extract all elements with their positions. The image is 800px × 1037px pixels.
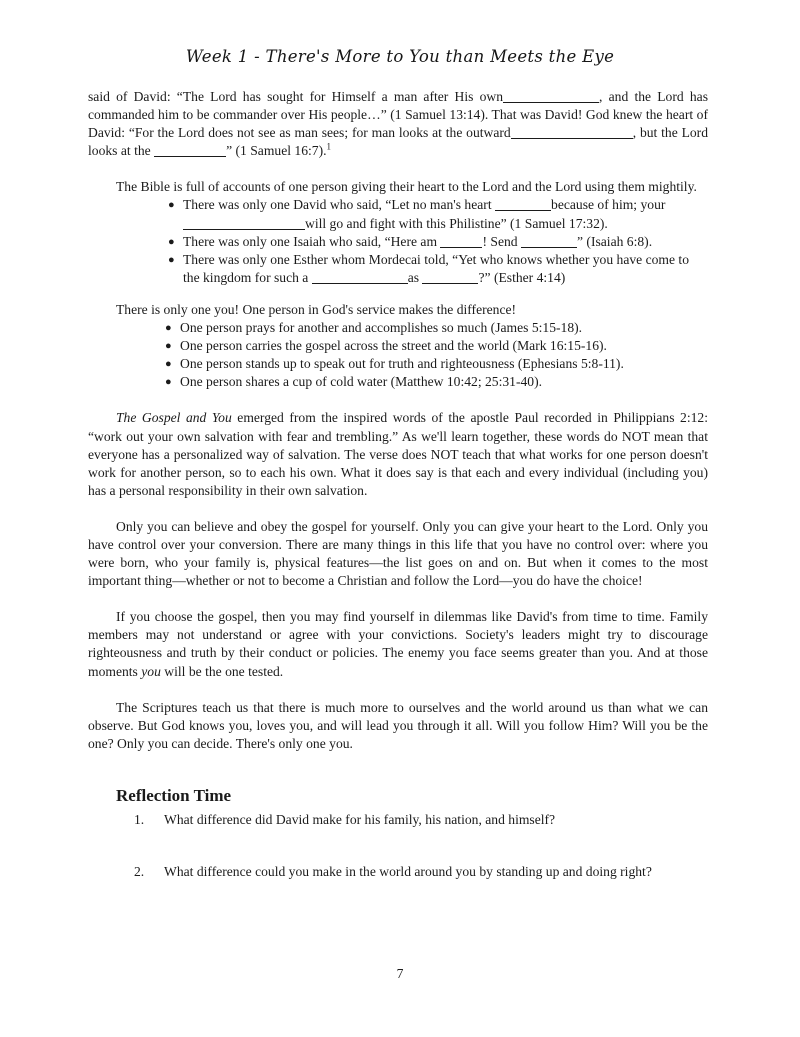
list-item [165, 373, 710, 391]
para1-segment-3: , but the Lord looks at the [88, 125, 708, 159]
paragraph-only-you-can-believe: Only you can believe and obey the gospel for yourself. Only you can give your heart to the Lord. Only you have control over your conversion. There are many things in this life that you have no control over: where you were born, who your family is, physical features—the list goes on and on. But when it comes to the most important thing—whether or not to become a Christian and follow the Lord—you do have the choice! [88, 518, 708, 589]
paragraph-bible-accounts: The Bible is full of accounts of one person giving their heart to the Lord and the Lord using them mightily. [116, 179, 697, 195]
fill-in-blank[interactable] [511, 127, 633, 139]
bullet-dot-icon: ● [168, 253, 175, 266]
paragraph-dilemmas [88, 608, 708, 680]
question-number: 2. [134, 864, 145, 879]
bullet1-segment-1: There was only one David who said, “Let no man's heart [183, 197, 492, 213]
bullet2-segment-2: ! Send [482, 233, 518, 249]
bullet-dot-icon: ● [165, 358, 172, 371]
question-text: What difference could you make in the world around you by standing up and doing right? [164, 864, 652, 879]
list-item-label: One person stands up to speak out for truth and righteousness (Ephesians 5:8-11). [180, 356, 624, 372]
list-item-label: One person carries the gospel across the street and the world (Mark 16:15-16). [180, 338, 607, 354]
fill-in-blank[interactable] [154, 145, 226, 157]
fill-in-blank[interactable] [183, 218, 305, 230]
document-body [88, 88, 708, 915]
para6-segment-1: If you choose the gospel, then you may find yourself in dilemmas like David's from time to time. Family members may not understand or agree with your convictions. Society's leaders might try to discourage righteousness and truth by their conduct or policies. The enemy you face seems greater than you. And at those moments [88, 609, 708, 679]
bullet2-segment-1: There was only one Isaiah who said, “Here am [183, 233, 438, 249]
list-item [165, 337, 710, 355]
list-item [134, 863, 708, 881]
bullet1-segment-3: will go and fight with this Philistine” (1 Samuel 17:32). [305, 215, 608, 231]
para6-segment-2: will be the one tested. [160, 663, 284, 679]
bullet-dot-icon: ● [165, 376, 172, 389]
paragraph-gospel-and-you [88, 409, 708, 499]
fill-in-blank[interactable] [440, 236, 482, 248]
paragraph-continuation [88, 88, 708, 160]
emphasis-you: you [141, 663, 161, 679]
bullet1-segment-2: because of him; your [551, 197, 666, 213]
bullet3-segment-3: ?” (Esther 4:14) [478, 269, 566, 285]
fill-in-blank[interactable] [422, 272, 478, 284]
question-text: What difference did David make for his family, his nation, and himself? [164, 811, 556, 827]
list-item-label: One person shares a cup of cold water (Matthew 10:42; 25:31-40). [180, 374, 543, 390]
book-title-italic: The Gospel and You [116, 410, 232, 426]
bullet3-segment-1: There was only one Esther whom Mordecai told, “Yet who knows whether you have come to the kingdom for such a [183, 251, 690, 285]
list-item [168, 251, 708, 287]
reflection-questions-list [88, 811, 708, 881]
bullet-dot-icon: ● [165, 322, 172, 335]
page-number: 7 [396, 966, 404, 981]
para1-segment-4: ” (1 Samuel 16:7). [226, 143, 327, 159]
bullet-dot-icon: ● [168, 235, 175, 248]
fill-in-blank[interactable] [312, 272, 408, 284]
bullet3-segment-2: as [407, 269, 420, 285]
fill-in-blank[interactable] [495, 199, 551, 211]
para1-segment-2: , and the Lord has commanded him to be commander over His people…” (1 Samuel 13:14). That was David! God knew the heart of David: “For the Lord does not see as man sees; for man looks at the outward [88, 89, 708, 141]
fill-in-blank[interactable] [503, 91, 599, 103]
para1-segment-1: said of David: “The Lord has sought for Himself a man after His own [88, 89, 504, 104]
list-item [165, 355, 710, 373]
list-item [134, 811, 708, 829]
footnote-marker: 1 [326, 141, 332, 152]
list-item [168, 233, 708, 251]
list-item-label: One person prays for another and accomplishes so much (James 5:15-18). [180, 320, 583, 336]
section-heading-reflection-time: Reflection Time [116, 785, 232, 805]
bullet-dot-icon: ● [165, 340, 172, 353]
bullet-list-one-person-actions [165, 319, 710, 391]
bullet-list-one-person-examples [168, 196, 708, 286]
bullet2-segment-3: ” (Isaiah 6:8). [576, 233, 653, 249]
paragraph-scriptures-teach: The Scriptures teach us that there is much more to ourselves and the world around us than what we can observe. But God knows you, loves you, and will lead you through it all. Will you follow Him? Will you be the one? Only you can decide. There's only one you. [88, 699, 708, 751]
para4-rest: emerged from the inspired words of the apostle Paul recorded in Philippians 2:12: “work out your own salvation with fear and trembling.” As we'll learn together, these words do NOT mean that everyone has a personalized way of salvation. The verse does NOT teach that what works for one person doesn't work for another person, so to each his own. What it does say is that each and every individual (including you) has a personal responsibility in their own salvation. [88, 410, 708, 498]
question-number: 1. [134, 811, 145, 827]
running-header: Week 1 - There's More to You than Meets the Eye [185, 47, 615, 66]
paragraph-only-one-you: There is only one you! One person in God's service makes the difference! [116, 301, 517, 317]
fill-in-blank[interactable] [521, 236, 577, 248]
list-item [168, 196, 708, 232]
list-item [165, 319, 710, 337]
bullet-dot-icon: ● [168, 199, 175, 212]
